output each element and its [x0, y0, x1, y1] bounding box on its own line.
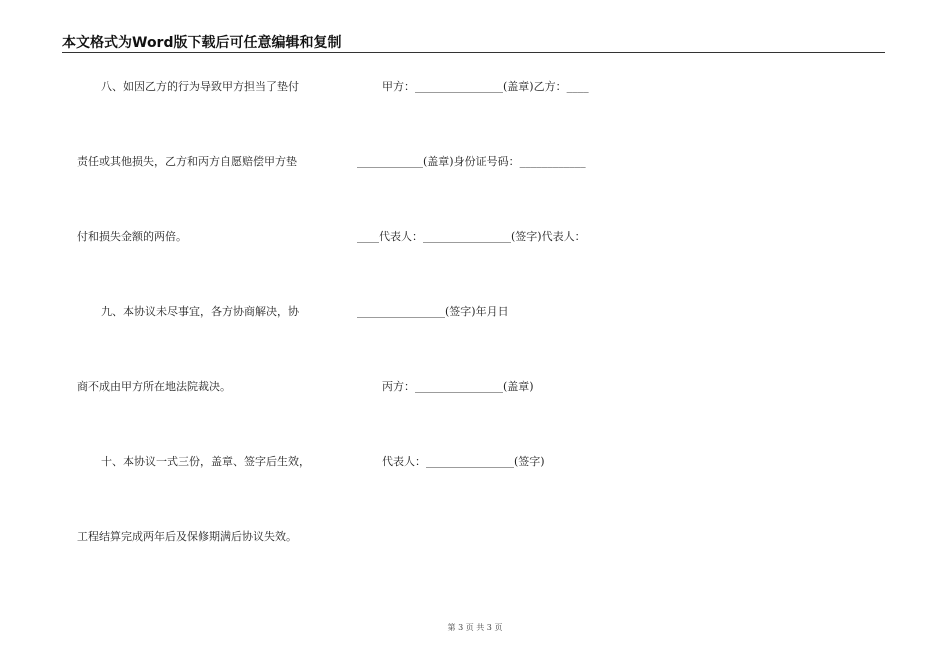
- clause-8-line-1: 八、如因乙方的行为导致甲方担当了垫付: [101, 80, 299, 93]
- signature-party-a-line: 甲方：________________(盖章)乙方：____: [382, 80, 589, 93]
- signature-party-c-representative-line: 代表人：________________(签字): [382, 455, 545, 468]
- signature-representative-line: ____代表人：________________(签字)代表人：: [357, 230, 586, 243]
- signature-id-number-line: ____________(盖章)身份证号码：____________: [357, 155, 586, 168]
- clause-10-line-2: 工程结算完成两年后及保修期满后协议失效。: [77, 530, 297, 543]
- document-header-title: 本文格式为Word版下载后可任意编辑和复制: [62, 34, 885, 53]
- signature-party-c-line: 丙方：________________(盖章): [382, 380, 534, 393]
- clause-8-line-2: 责任或其他损失，乙方和丙方自愿赔偿甲方垫: [77, 155, 297, 168]
- clause-9-line-1: 九、本协议未尽事宜，各方协商解决，协: [101, 305, 299, 318]
- signature-date-line: ________________(签字)年月日: [357, 305, 509, 318]
- clause-8-line-3: 付和损失金额的两倍。: [77, 230, 187, 243]
- page-number-footer: 第 3 页 共 3 页: [447, 623, 503, 632]
- clause-10-line-1: 十、本协议一式三份，盖章、签字后生效，: [101, 455, 310, 468]
- clause-9-line-2: 商不成由甲方所在地法院裁决。: [77, 380, 231, 393]
